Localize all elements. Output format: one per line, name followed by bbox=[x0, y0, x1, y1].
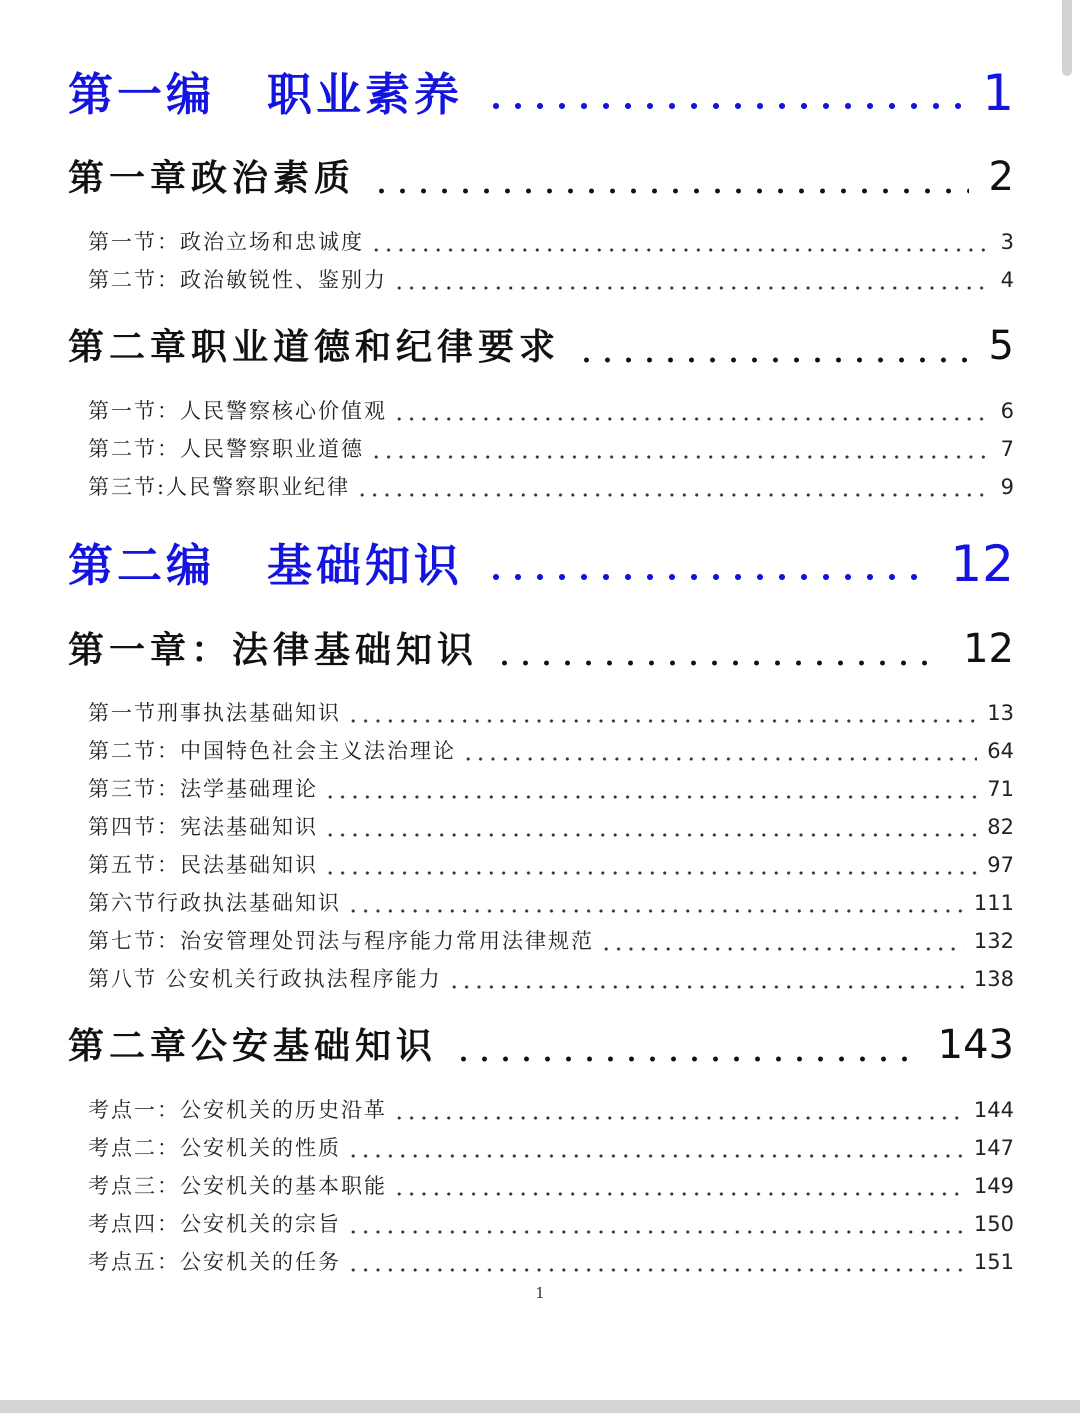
dot-leader bbox=[347, 1266, 964, 1274]
dot-leader bbox=[453, 1054, 918, 1064]
dot-leader bbox=[347, 717, 977, 725]
chapter-title: 第二章职业道德和纪律要求 bbox=[68, 327, 561, 368]
toc-point-entry[interactable] bbox=[88, 1246, 1014, 1278]
dot-leader bbox=[576, 355, 969, 365]
dot-leader bbox=[393, 284, 991, 292]
toc-section-entry[interactable] bbox=[88, 887, 1014, 919]
dot-leader bbox=[356, 491, 991, 499]
scrollbar-thumb[interactable] bbox=[1062, 0, 1072, 76]
dot-leader bbox=[324, 831, 977, 839]
toc-section-entry[interactable] bbox=[88, 849, 1014, 881]
section-title: 第三节：法学基础理论 bbox=[88, 777, 318, 801]
part-heading bbox=[68, 58, 463, 123]
section-page-number: 64 bbox=[987, 739, 1014, 763]
point-page-number: 151 bbox=[973, 1250, 1014, 1274]
section-title: 第八节 公安机关行政执法程序能力 bbox=[88, 967, 442, 991]
section-page-number: 13 bbox=[987, 701, 1014, 725]
section-title: 第三节:人民警察职业纪律 bbox=[88, 475, 351, 499]
section-title: 第一节：人民警察核心价值观 bbox=[88, 399, 387, 423]
toc-chapter-entry[interactable] bbox=[68, 150, 1014, 202]
part-heading bbox=[68, 529, 463, 594]
toc-section-entry[interactable] bbox=[88, 264, 1014, 296]
toc-section-entry[interactable] bbox=[88, 226, 1014, 258]
point-page-number: 144 bbox=[973, 1098, 1014, 1122]
section-page-number: 4 bbox=[1000, 268, 1014, 292]
toc-section-entry[interactable] bbox=[88, 697, 1014, 729]
part-title: 基础知识 bbox=[267, 539, 464, 592]
point-title: 考点五：公安机关的任务 bbox=[88, 1250, 341, 1274]
dot-leader bbox=[347, 907, 964, 915]
section-page-number: 3 bbox=[1000, 230, 1014, 254]
part-title: 职业素养 bbox=[267, 68, 464, 121]
toc-section-entry[interactable] bbox=[88, 925, 1014, 957]
chapter-title: 第一章：法律基础知识 bbox=[68, 630, 479, 671]
section-title: 第一节刑事执法基础知识 bbox=[88, 701, 341, 725]
chapter-page-number: 5 bbox=[988, 323, 1014, 369]
section-page-number: 138 bbox=[973, 967, 1014, 991]
part-label: 第一编 bbox=[68, 68, 216, 121]
section-title: 第六节行政执法基础知识 bbox=[88, 891, 341, 915]
point-page-number: 149 bbox=[973, 1174, 1014, 1198]
section-page-number: 71 bbox=[987, 777, 1014, 801]
section-page-number: 132 bbox=[973, 929, 1014, 953]
chapter-title: 第二章公安基础知识 bbox=[68, 1026, 438, 1067]
section-page-number: 82 bbox=[987, 815, 1014, 839]
toc-point-entry[interactable] bbox=[88, 1170, 1014, 1202]
part-page-number: 1 bbox=[982, 64, 1014, 122]
chapter-page-number: 12 bbox=[963, 626, 1014, 672]
toc-section-entry[interactable] bbox=[88, 773, 1014, 805]
point-page-number: 150 bbox=[973, 1212, 1014, 1236]
dot-leader bbox=[324, 869, 977, 877]
toc-part-entry[interactable] bbox=[68, 58, 1014, 122]
section-page-number: 9 bbox=[1000, 475, 1014, 499]
toc-chapter-entry[interactable] bbox=[68, 622, 1014, 674]
section-title: 第二节：人民警察职业道德 bbox=[88, 437, 364, 461]
dot-leader bbox=[494, 658, 943, 668]
section-title: 第七节：治安管理处罚法与程序能力常用法律规范 bbox=[88, 929, 594, 953]
toc-section-entry[interactable] bbox=[88, 471, 1014, 503]
dot-leader bbox=[393, 1190, 964, 1198]
dot-leader bbox=[485, 100, 964, 112]
part-label: 第二编 bbox=[68, 539, 216, 592]
dot-leader bbox=[393, 415, 991, 423]
dot-leader bbox=[324, 793, 977, 801]
section-title: 第一节：政治立场和忠诚度 bbox=[88, 230, 364, 254]
point-title: 考点三：公安机关的基本职能 bbox=[88, 1174, 387, 1198]
toc-section-entry[interactable] bbox=[88, 735, 1014, 767]
toc-section-entry[interactable] bbox=[88, 395, 1014, 427]
dot-leader bbox=[370, 453, 991, 461]
section-title: 第二节：中国特色社会主义法治理论 bbox=[88, 739, 456, 763]
section-page-number: 6 bbox=[1000, 399, 1014, 423]
toc-chapter-entry[interactable] bbox=[68, 1018, 1014, 1070]
point-title: 考点二：公安机关的性质 bbox=[88, 1136, 341, 1160]
section-page-number: 7 bbox=[1000, 437, 1014, 461]
section-title: 第五节：民法基础知识 bbox=[88, 853, 318, 877]
toc-point-entry[interactable] bbox=[88, 1132, 1014, 1164]
dot-leader bbox=[393, 1114, 964, 1122]
point-page-number: 147 bbox=[973, 1136, 1014, 1160]
dot-leader bbox=[347, 1152, 964, 1160]
toc-point-entry[interactable] bbox=[88, 1208, 1014, 1240]
section-page-number: 97 bbox=[987, 853, 1014, 877]
dot-leader bbox=[600, 945, 964, 953]
dot-leader bbox=[370, 246, 991, 254]
toc-section-entry[interactable] bbox=[88, 963, 1014, 995]
toc-part-entry[interactable] bbox=[68, 529, 1014, 593]
part-page-number: 12 bbox=[950, 535, 1014, 593]
chapter-page-number: 143 bbox=[937, 1022, 1014, 1068]
dot-leader bbox=[462, 755, 977, 763]
dot-leader bbox=[485, 571, 932, 583]
section-title: 第四节：宪法基础知识 bbox=[88, 815, 318, 839]
point-title: 考点一：公安机关的历史沿革 bbox=[88, 1098, 387, 1122]
toc-point-entry[interactable] bbox=[88, 1094, 1014, 1126]
section-page-number: 111 bbox=[973, 891, 1014, 915]
section-title: 第二节：政治敏锐性、鉴别力 bbox=[88, 268, 387, 292]
dot-leader bbox=[347, 1228, 964, 1236]
toc-section-entry[interactable] bbox=[88, 433, 1014, 465]
dot-leader bbox=[448, 983, 964, 991]
toc-chapter-entry[interactable] bbox=[68, 319, 1014, 371]
chapter-page-number: 2 bbox=[988, 154, 1014, 200]
chapter-title: 第一章政治素质 bbox=[68, 158, 356, 199]
bottom-divider bbox=[0, 1400, 1080, 1413]
footer-page-number: 1 bbox=[535, 1284, 545, 1302]
point-title: 考点四：公安机关的宗旨 bbox=[88, 1212, 341, 1236]
dot-leader bbox=[371, 186, 969, 196]
toc-section-entry[interactable] bbox=[88, 811, 1014, 843]
